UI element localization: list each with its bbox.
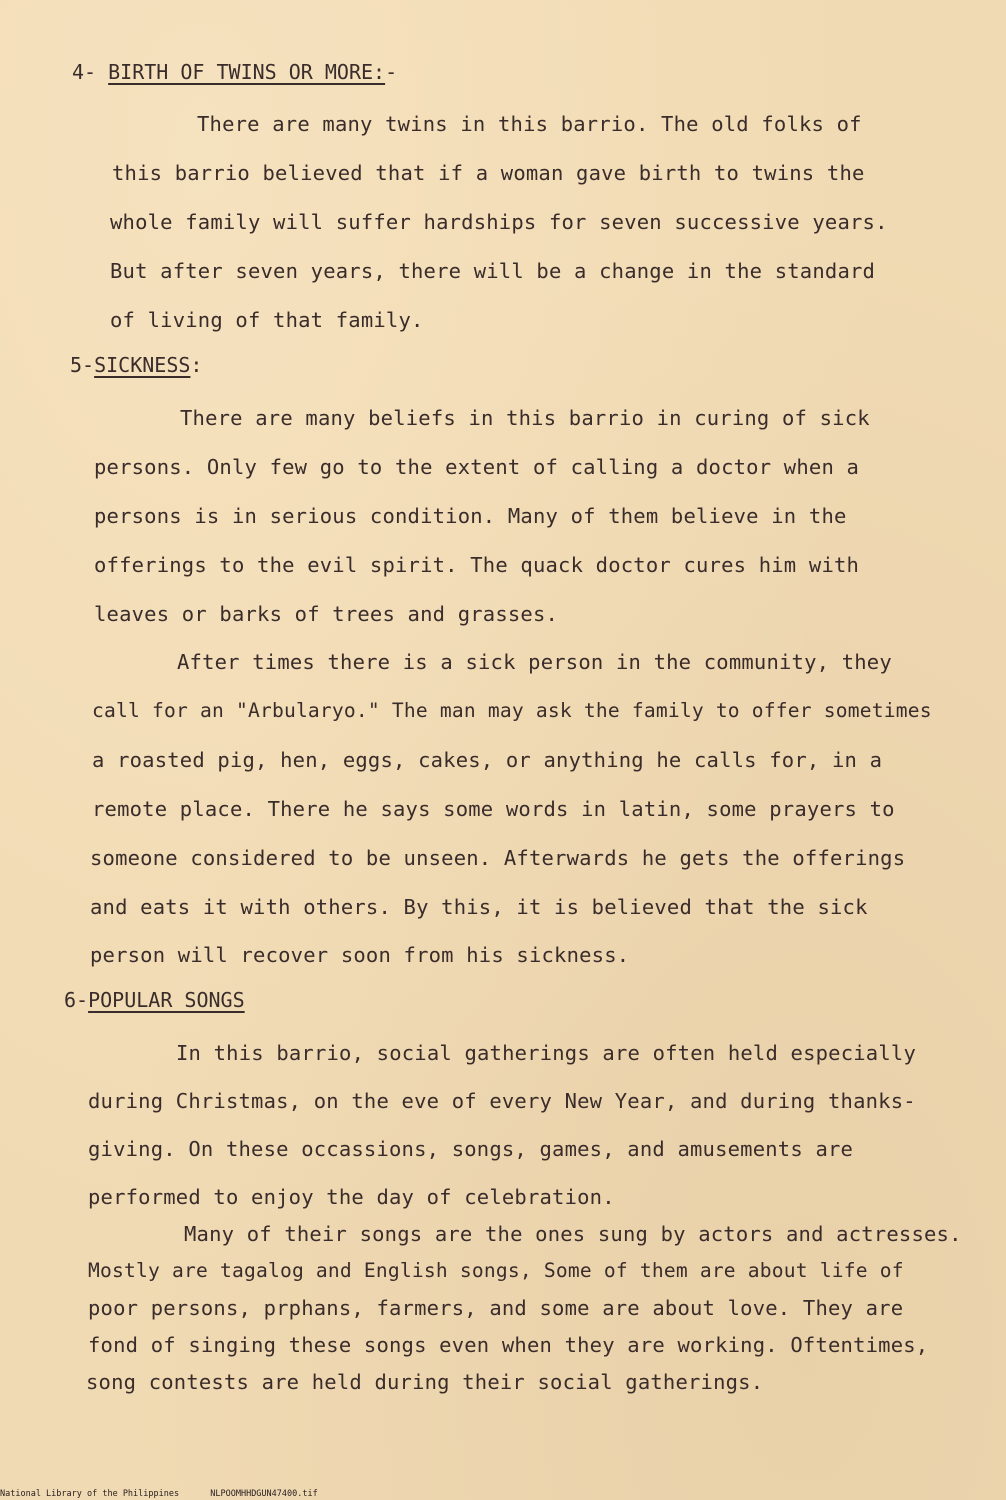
footer-filename: NLPOOMHHDGUN47400.tif — [210, 1489, 318, 1499]
section-heading-songs — [64, 990, 245, 1010]
paragraph-line: whole family will suffer hardships for seven successive years. — [110, 210, 888, 234]
paragraph-line: But after seven years, there will be a change in the standard — [110, 259, 876, 283]
section-number: 4- — [72, 60, 97, 84]
section-title: SICKNESS — [94, 353, 191, 377]
section-suffix: - — [385, 60, 398, 84]
paragraph-line: call for an "Arbularyo." The man may ask the family to offer sometimes — [92, 699, 932, 722]
paragraph-line: In this barrio, social gatherings are often held especially — [176, 1041, 916, 1065]
section-suffix: : — [190, 353, 203, 377]
paragraph-line: Mostly are tagalog and English songs, Some of them are about life of — [88, 1259, 904, 1282]
section-title: POPULAR SONGS — [88, 988, 245, 1012]
paragraph-line: and eats it with others. By this, it is believed that the sick — [90, 895, 868, 919]
section-number: 5- — [70, 353, 95, 377]
paragraph-line: leaves or barks of trees and grasses. — [94, 602, 559, 626]
paragraph-line: of living of that family. — [110, 308, 424, 332]
paragraph-line: offerings to the evil spirit. The quack doctor cures him with — [94, 553, 860, 577]
paragraph-line: remote place. There he says some words in latin, some prayers to — [92, 797, 895, 821]
paragraph-line: person will recover soon from his sickness. — [90, 943, 630, 967]
paragraph-line: fond of singing these songs even when they are working. Oftentimes, — [88, 1333, 929, 1357]
section-title: BIRTH OF TWINS OR MORE: — [108, 60, 386, 84]
section-heading-sickness — [70, 355, 202, 375]
paragraph-line: song contests are held during their social gatherings. — [86, 1370, 764, 1394]
paragraph-line: performed to enjoy the day of celebration. — [88, 1185, 615, 1209]
section-heading-twins — [72, 62, 397, 82]
paragraph-line: a roasted pig, hen, eggs, cakes, or anything he calls for, in a — [92, 748, 883, 772]
paragraph-line: There are many beliefs in this barrio in curing of sick — [180, 406, 870, 430]
paragraph-line: someone considered to be unseen. Afterwards he gets the offerings — [90, 846, 906, 870]
scan-footer — [0, 1489, 344, 1499]
paragraph-line: poor persons, prphans, farmers, and some are about love. They are — [88, 1296, 904, 1320]
paragraph-line: persons is in serious condition. Many of them believe in the — [94, 504, 847, 528]
paragraph-line: giving. On these occassions, songs, games, and amusements are — [88, 1137, 854, 1161]
section-number: 6- — [64, 988, 89, 1012]
footer-library: National Library of the Philippines — [0, 1489, 180, 1499]
paragraph-line: There are many twins in this barrio. The old folks of — [197, 112, 862, 136]
paragraph-line: this barrio believed that if a woman gave birth to twins the — [112, 161, 865, 185]
paragraph-line: during Christmas, on the eve of every New Year, and during thanks- — [88, 1089, 916, 1113]
paragraph-line: After times there is a sick person in the community, they — [177, 650, 892, 674]
paragraph-line: Many of their songs are the ones sung by actors and actresses. — [184, 1222, 962, 1246]
paragraph-line: persons. Only few go to the extent of calling a doctor when a — [94, 455, 860, 479]
